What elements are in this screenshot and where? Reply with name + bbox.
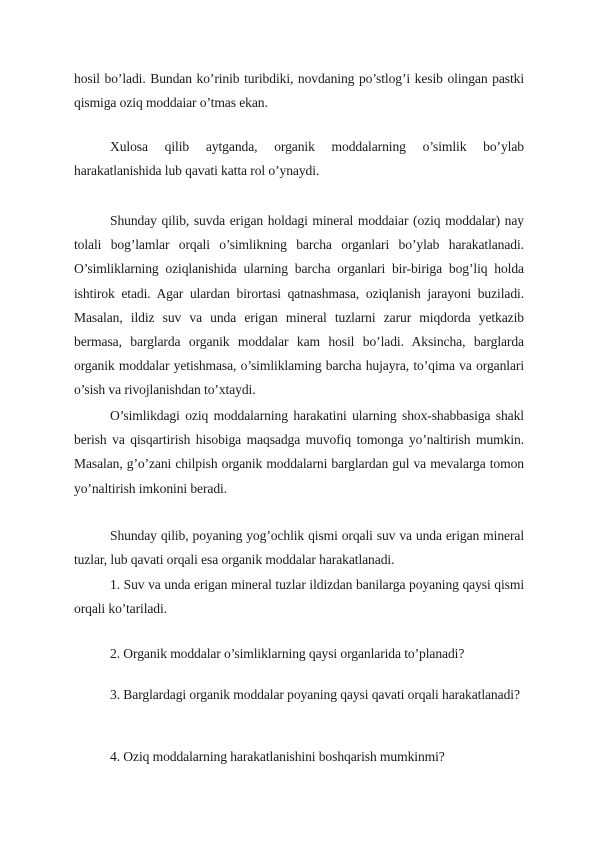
paragraph-continuation	[74, 67, 524, 115]
question-text: 4. Oziq moddalarning harakatlanishini boshqarish mumkinmi?	[110, 749, 445, 764]
question-text: 1. Suv va unda erigan mineral tuzlar ildizdan banilarga poyaning qaysi qismi orqali ko’tariladi.	[74, 577, 524, 617]
question-item	[74, 683, 524, 707]
question-text: 3. Barglardagi organik moddalar poyaning qaysi qavati orqali harakatlanadi?	[110, 687, 520, 702]
question-item	[74, 745, 524, 769]
paragraph-text: Shunday qilib, poyaning yog’ochlik qismi orqali suv va unda erigan mineral tuzlar, lub qavati orqali esa organik moddalar harakatlanadi.	[74, 528, 524, 568]
paragraph-text: O’simlikdagi oziq moddalarning harakatini ularning shox-shabbasiga shakl berish va qisqartirish hisobiga maqsadga muvofiq tomonga yo’naltirish mumkin. Masalan, g’o’zani chilpish organik moddalarni barglardan gul va mevalarga tomon yo’naltirish imkonini beradi.	[74, 408, 524, 496]
question-item	[74, 573, 524, 621]
paragraph-conclusion	[74, 135, 524, 183]
paragraph-mineral-transport	[74, 209, 524, 403]
paragraph-nutrient-direction	[74, 404, 524, 501]
paragraph-text: Xulosa qilib aytganda, organik moddalarning o’simlik bo’ylab harakatlanishida lub qavati katta rol o’ynaydi.	[74, 139, 524, 179]
paragraph-summary	[74, 524, 524, 572]
question-text: 2. Organik moddalar o’simliklarning qaysi organlarida to’planadi?	[110, 646, 465, 661]
paragraph-text: hosil bo’ladi. Bundan ko’rinib turibdiki, novdaning po’stlog’i kesib olingan pastki qismiga oziq moddaiar o’tmas ekan.	[74, 71, 524, 111]
paragraph-text: Shunday qilib, suvda erigan holdagi mineral moddaiar (oziq moddalar) nay tolali bog’lamlar orqali o’simlikning barcha organlari bo’ylab harakatlanadi. O’simliklarning oziqlanishida ularning barcha organlari bir-biriga bog’liq holda ishtirok etadi. Agar ulardan birortasi qatnashmasa, oziqlanish jarayoni buziladi. Masalan, ildiz suv va unda erigan mineral tuzlarni zarur miqdorda yetkazib bermasa, barglarda organik moddalar kam hosil bo’ladi. Aksincha, barglarda organik moddalar yetishmasa, o’simliklaming barcha hujayra, to’qima va organlari o’sish va rivojlanishdan to’xtaydi.	[74, 213, 524, 398]
question-item	[74, 642, 524, 666]
